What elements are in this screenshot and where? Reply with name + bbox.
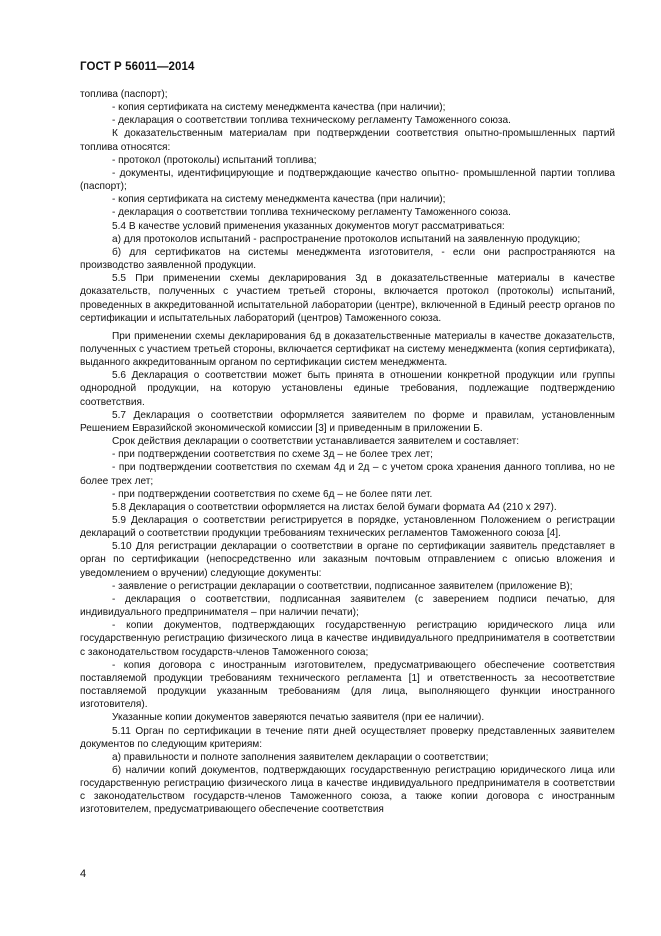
paragraph: - документы, идентифицирующие и подтверждающие качество опытно- промышленной партии топлива (паспорт);	[80, 167, 615, 193]
paragraph: 5.7 Декларация о соответствии оформляется заявителем по форме и правилам, установленным Решением Евразийской экономической комиссии [3] и приведенным в приложении Б.	[80, 409, 615, 434]
document-body	[80, 88, 615, 817]
paragraph: 5.5 При применении схемы декларирования 3д в доказательственные материалы в качестве доказательств, полученных с участием третьей стороны, включается протокол (протоколы) испытаний, проведенных в аккредитованной испытательной лаборатории (центре), включенной в Единый реестр органов по сертификации и испытательных лабораторий (центров) Таможенного союза.	[80, 273, 615, 324]
paragraph: а) для протоколов испытаний - распространение протоколов испытаний на заявленную продукцию;	[112, 233, 581, 245]
paragraph: - декларация о соответствии топлива техническому регламенту Таможенного союза.	[112, 115, 511, 127]
paragraph: 5.8 Декларация о соответствии оформляется на листах белой бумаги формата А4 (210 х 297).	[112, 501, 557, 513]
paragraph: 5.11 Орган по сертификации в течение пяти дней осуществляет проверку представленных заявителем документов по следующим критериям:	[80, 725, 615, 750]
paragraph: 5.4 В качестве условий применения указанных документов могут рассматриваться:	[112, 220, 505, 232]
paragraph: - копии документов, подтверждающих государственную регистрацию юридического лица или государственную регистрацию физического лица в качестве индивидуального предпринимателя в соответствии с законодательством государств-членов Таможенного союза;	[80, 620, 615, 658]
paragraph: - декларация о соответствии, подписанная заявителем (с заверением подписи печатью, для индивидуального предпринимателя – при наличии печати);	[80, 593, 615, 619]
paragraph: При применении схемы декларирования 6д в доказательственные материалы в качестве доказательств, полученных с участием третьей стороны, включается сертификат на систему менеджмента (копия сертификата), выданного аккредитованным органом по сертификации систем менеджмента.	[80, 330, 615, 369]
paragraph: б) наличии копий документов, подтверждающих государственную регистрацию юридического лица или государственную регистрацию физического лица в качестве индивидуального предпринимателя в соответствии с законодательством государств-членов Таможенного союза, а также копии договора с иностранным изготовителем, предусматривающего обеспечение соответствия	[80, 764, 615, 816]
paragraph: Срок действия декларации о соответствии устанавливается заявителем и составляет:	[112, 436, 520, 448]
paragraph: б) для сертификатов на системы менеджмента изготовителя, - если они распространяются на производство заявленной продукции.	[80, 246, 615, 272]
document-header: ГОСТ Р 56011—2014	[80, 61, 195, 73]
paragraph: 5.6 Декларация о соответствии может быть принята в отношении конкретной продукции или группы однородной продукции, на которую установлены единые требования, подлежащие подтверждению соответствия.	[80, 370, 615, 408]
paragraph: - копия сертификата на систему менеджмента качества (при наличии);	[112, 194, 446, 206]
paragraph: 5.9 Декларация о соответствии регистрируется в порядке, установленном Положением о регистрации деклараций о соответствии продукции требованиям технических регламентов Таможенного союза [4].	[80, 515, 615, 540]
paragraph: 5.10 Для регистрации декларации о соответствии в органе по сертификации заявитель представляет в орган по сертификации (непосредственно или заказным почтовым отправлением с описью вложения и уведомлением о вручении) следующие документы:	[80, 541, 615, 579]
paragraph: - копия сертификата на систему менеджмента качества (при наличии);	[112, 102, 446, 114]
paragraph: Указанные копии документов заверяются печатью заявителя (при ее наличии).	[112, 712, 485, 724]
paragraph: - протокол (протоколы) испытаний топлива;	[112, 154, 317, 166]
paragraph: а) правильности и полноте заполнения заявителем декларации о соответствии;	[112, 751, 489, 763]
paragraph: - при подтверждении соответствия по схемам 4д и 2д – с учетом срока хранения данного топлива, но не более трех лет;	[80, 462, 615, 487]
paragraph: - при подтверждении соответствия по схеме 6д – не более пяти лет.	[112, 488, 433, 500]
paragraph: К доказательственным материалам при подтверждении соответствия опытно-промышленных партий топлива относятся:	[80, 128, 615, 153]
paragraph: - декларация о соответствии топлива техническому регламенту Таможенного союза.	[112, 207, 511, 219]
paragraph: - при подтверждении соответствия по схеме 3д – не более трех лет;	[112, 449, 433, 461]
paragraph: топлива (паспорт);	[80, 89, 168, 100]
paragraph: - копия договора с иностранным изготовителем, предусматривающего обеспечение соответствия поставляемой продукции требованиям технического регламента [1] и ответственность за несоответствие поставляемой продукции указанным требованиям (для лица, выполняющего функции иностранного изготовителя).	[80, 659, 615, 711]
paragraph: - заявление о регистрации декларации о соответствии, подписанное заявителем (приложение В);	[112, 580, 573, 592]
page-number: 4	[80, 868, 87, 880]
